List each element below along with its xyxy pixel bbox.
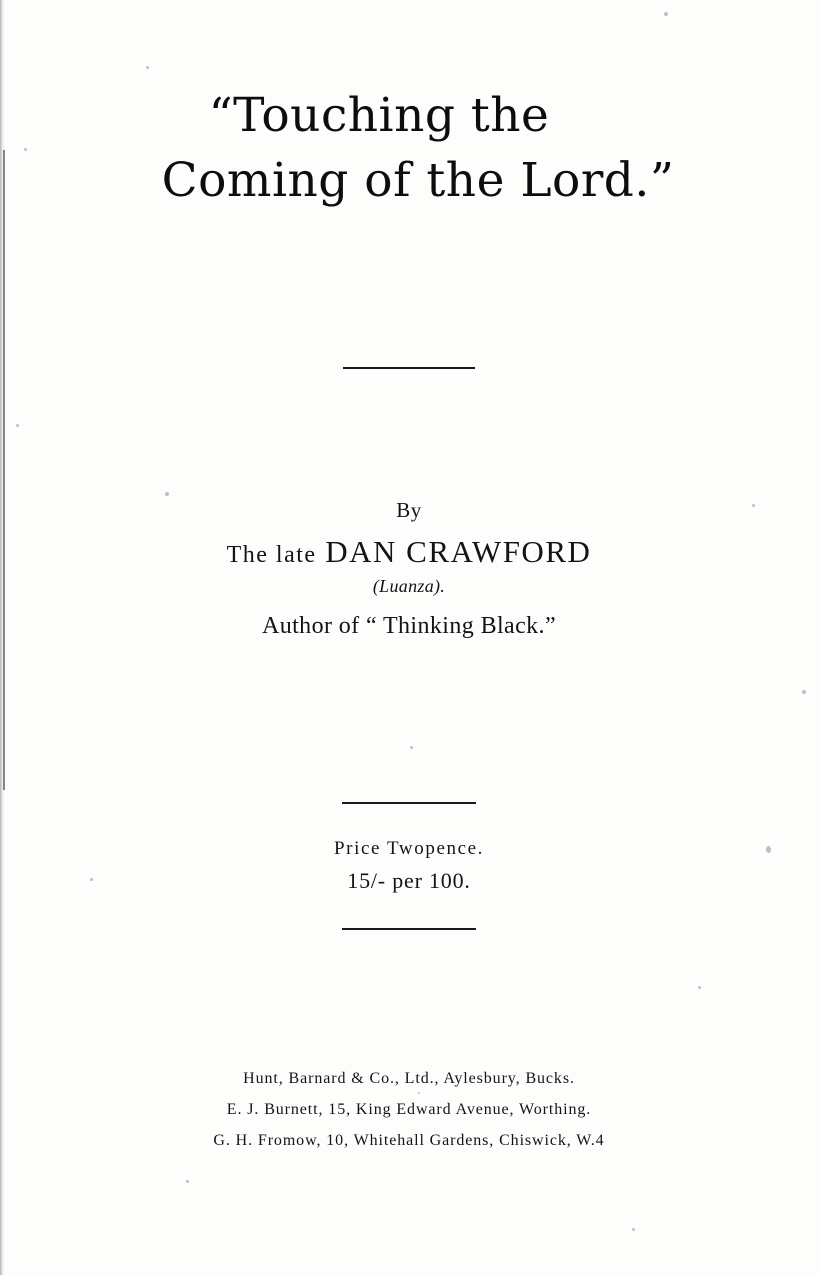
- price-label-text: Price Twopence.: [334, 838, 484, 859]
- divider-rule-middle: [342, 802, 476, 804]
- book-title: [0, 84, 818, 214]
- byline-block: [0, 498, 818, 640]
- imprint-line-1: Hunt, Barnard & Co., Ltd., Aylesbury, Bucks.: [243, 1070, 575, 1087]
- author-name-line: [0, 535, 818, 569]
- imprint-block: [95, 1063, 723, 1155]
- divider-rule-bottom: [342, 928, 476, 930]
- title-line-1: “Touching the: [208, 88, 550, 143]
- bulk-price-label: 15/- per 100.: [347, 868, 471, 893]
- title-line-2: Coming of the Lord.”: [161, 152, 675, 208]
- author-place: (Luanza).: [372, 576, 446, 597]
- price-block: [0, 834, 818, 894]
- author-of-line: Author of “ Thinking Black.”: [261, 613, 557, 640]
- author-prefix: The late: [226, 542, 317, 568]
- imprint-line-2: E. J. Burnett, 15, King Edward Avenue, Worthing.: [226, 1100, 592, 1118]
- imprint-line: [95, 1063, 723, 1094]
- imprint-line: [95, 1094, 723, 1125]
- by-label: By: [396, 498, 422, 522]
- price-label: [0, 834, 818, 860]
- imprint-line: [95, 1125, 723, 1156]
- divider-rule-top: [343, 367, 475, 369]
- author-name: DAN CRAWFORD: [325, 534, 592, 569]
- imprint-line-3: G. H. Fromow, 10, Whitehall Gardens, Chiswick, W.4: [213, 1131, 605, 1149]
